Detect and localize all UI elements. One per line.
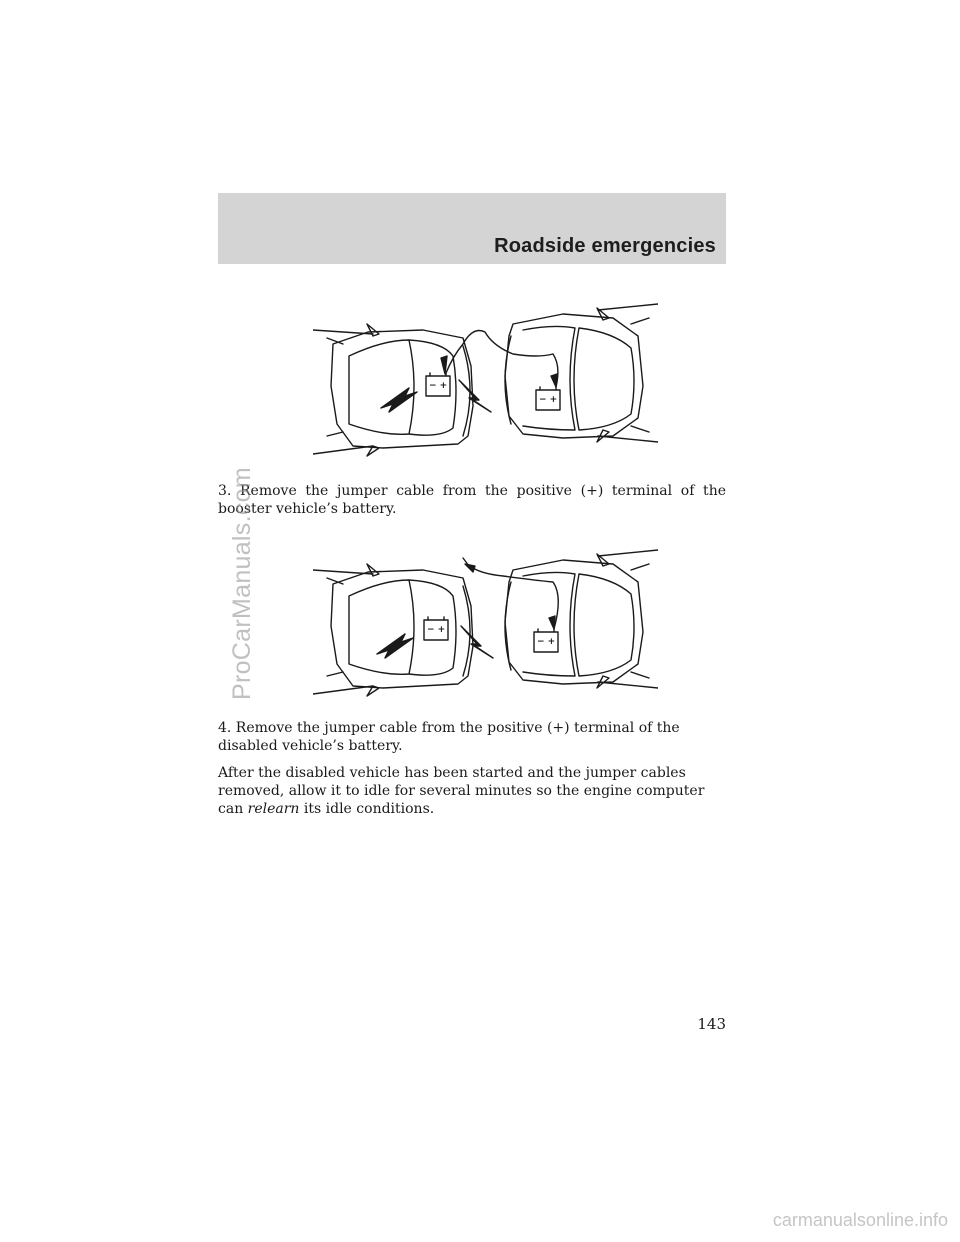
relearn-emphasis: relearn [247,801,300,817]
step-4-text: 4. Remove the jumper cable from the positive (+) terminal of the disabled vehicle’s battery. [218,720,680,754]
booster-vehicle-illustration [505,304,658,442]
booster-vehicle-illustration [505,550,658,688]
booster-battery-label: − + [539,395,558,405]
booster-battery-label: − + [537,637,556,647]
disabled-battery-label: − + [429,381,448,391]
step-3-text: 3. Remove the jumper cable from the positive (+) terminal of the booster vehicle’s battery. [218,483,726,517]
disabled-vehicle-illustration [313,564,473,696]
page-number: 143 [697,1015,726,1033]
section-title: Roadside emergencies [494,235,716,257]
disabled-battery-label: − + [427,625,446,635]
jump-start-diagram-1 [313,296,658,458]
after-start-text: After the disabled vehicle has been started and the jumper cables removed, allow it to idle for several minutes so the engine computer can relearn its idle conditions. [218,765,705,817]
watermark-procarmanuals: ProCarManuals.com [228,467,256,700]
watermark-carmanualsonline: carmanualsonline.info [772,1210,948,1230]
section-header-band [218,193,726,264]
jump-start-diagram-2 [313,546,658,708]
